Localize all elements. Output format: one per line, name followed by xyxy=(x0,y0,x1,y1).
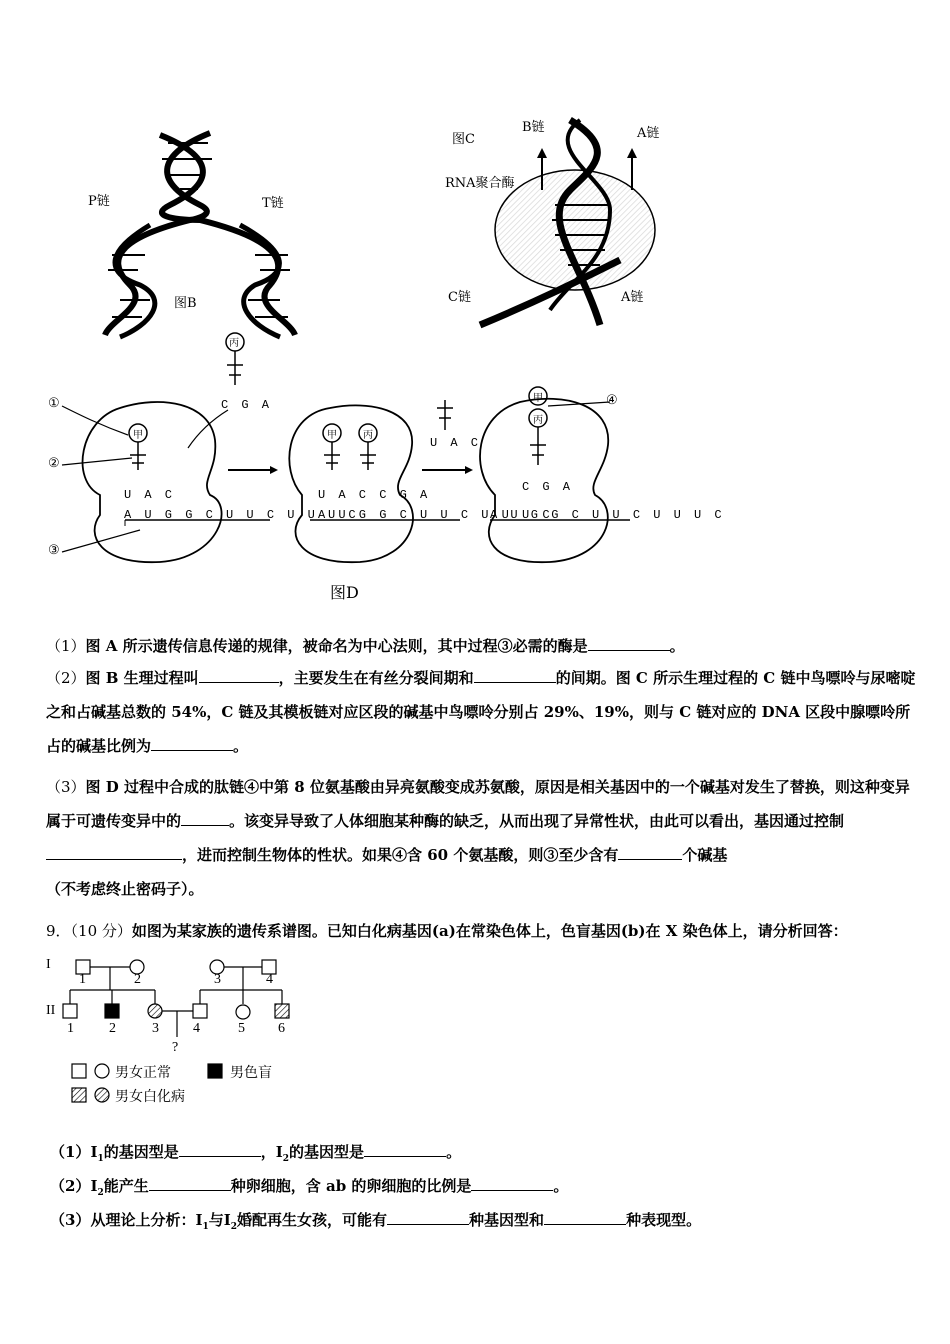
q9-text: 如图为某家族的遗传系谱图。已知白化病基因(a)在常染色体上，色盲基因(b)在 X 染色体上，请分析回答： xyxy=(131,922,848,940)
q8-p3-blank-2[interactable] xyxy=(46,843,182,860)
ped-II5-female xyxy=(236,1005,250,1019)
ped-II2-male-colorblind xyxy=(105,1004,119,1018)
figure-d-mrna-2: A U G G C U U C U U U C xyxy=(318,508,553,522)
figure-d-mrna-3: A U G G C U U C U U U C xyxy=(490,508,725,522)
figure-d-translation xyxy=(40,330,640,580)
figure-d-marker-4: ④ xyxy=(606,393,618,408)
q9-s3-blank-2[interactable] xyxy=(544,1208,626,1225)
q9-s1-a: Ⅰ xyxy=(90,1143,98,1161)
legend-normal-male-icon xyxy=(72,1064,86,1078)
pedigree-chart xyxy=(40,952,320,1062)
q8-part-1 xyxy=(46,629,916,663)
legend-albino-label: 男女白化病 xyxy=(115,1089,185,1105)
q8-p1-text: 图 A 所示遗传信息传递的规律，被命名为中心法则，其中过程③必需的酶是 xyxy=(85,637,588,655)
figure-d-caption: 图D xyxy=(330,583,359,602)
legend-colorblind-male-icon xyxy=(208,1064,222,1078)
figure-d-amino-bing-top: 丙 xyxy=(229,338,239,349)
ped-unknown-child: ? xyxy=(172,1040,179,1055)
figure-c-rna-polymerase-label: RNA聚合酶 xyxy=(445,176,515,191)
legend-colorblind-label: 男色盲 xyxy=(230,1065,272,1081)
q9-s1-blank-1[interactable] xyxy=(179,1140,261,1157)
legend-normal-label: 男女正常 xyxy=(115,1065,171,1081)
q9-s3-a: 从理论上分析：Ⅰ xyxy=(90,1211,203,1229)
figure-d-amino-jia-1: 甲 xyxy=(133,430,143,441)
q8-p2-blank-1[interactable] xyxy=(199,666,279,683)
q9-s2-blank-2[interactable] xyxy=(471,1174,553,1191)
q9-s1-blank-2[interactable] xyxy=(364,1140,446,1157)
figure-c-a-chain-top-label: A链 xyxy=(637,126,660,141)
legend-normal-female-icon xyxy=(95,1064,109,1078)
q9-s2-a: Ⅰ xyxy=(90,1177,98,1195)
ped-II6-male-albino xyxy=(275,1004,289,1018)
ped-gen-I-label: I xyxy=(46,957,51,972)
q9-s1-num: （1） xyxy=(50,1143,91,1161)
figure-d-anticodon-cga-free: C G A xyxy=(221,398,273,412)
figure-b-p-chain-label: P链 xyxy=(88,194,110,209)
q8-p3-e: （不考虑终止密码子）。 xyxy=(46,880,204,898)
q9-s2-sub: 2 xyxy=(97,1188,104,1198)
q9-s2-blank-1[interactable] xyxy=(149,1174,231,1191)
q9-stem xyxy=(46,920,848,941)
q8-p1-blank[interactable] xyxy=(588,634,670,651)
q8-p2-blank-3[interactable] xyxy=(151,734,233,751)
ped-I-num-1: 1 xyxy=(79,972,86,987)
ped-II1-male xyxy=(63,1004,77,1018)
q8-p3-blank-3[interactable] xyxy=(618,843,682,860)
q8-p3-b: 。该变异导致了人体细胞某种酶的缺乏，从而出现了异常性状，由此可以看出，基因通过控制 xyxy=(229,812,845,830)
figure-b-t-chain-label: T链 xyxy=(262,196,284,211)
legend-albino-female-icon xyxy=(95,1088,109,1102)
q9-sub-3 xyxy=(50,1208,701,1232)
figure-d-amino-bing-2: 丙 xyxy=(363,430,373,441)
q9-s1-sub1: 1 xyxy=(97,1154,104,1164)
q9-num: 9． xyxy=(46,922,71,940)
q9-sub-1 xyxy=(50,1140,461,1164)
q9-s2-b: 能产生 xyxy=(103,1177,149,1195)
q8-p3-num: （3） xyxy=(46,778,86,796)
ped-II4-male xyxy=(193,1004,207,1018)
q8-p1-end: 。 xyxy=(669,637,685,655)
figure-d-anticodon-cga-3: C G A xyxy=(522,480,574,494)
figure-d-mrna-1: A U G G C U U C U U U C xyxy=(124,508,359,522)
ped-I-num-2: 2 xyxy=(134,972,141,987)
figure-b-dna-replication xyxy=(90,125,310,345)
figure-d-marker-3: ③ xyxy=(48,543,60,558)
legend-albino-male-icon xyxy=(72,1088,86,1102)
q8-p2-b: ，主要发生在有丝分裂间期和 xyxy=(278,669,474,687)
q9-s3-b: 与Ⅰ xyxy=(208,1211,231,1229)
figure-c-transcription xyxy=(460,110,680,340)
q8-p2-a: 图 B 生理过程叫 xyxy=(85,669,199,687)
q9-s3-num: （3） xyxy=(50,1211,91,1229)
q9-s3-blank-1[interactable] xyxy=(387,1208,469,1225)
q9-s1-sub2: 2 xyxy=(282,1154,290,1164)
ped-gen-II-label: II xyxy=(46,1003,56,1018)
figure-d-marker-2: ② xyxy=(48,456,60,471)
figure-d-marker-1: ① xyxy=(48,396,60,411)
q8-p3-a: 图 D 过程中合成的肽链④中第 8 位氨基酸由异亮氨酸变成苏氨酸，原因是相关基因中的一个碱基对发生了替换，则这种变异属于可遗传变异中的 xyxy=(46,778,910,830)
q9-s3-sub2: 2 xyxy=(230,1222,238,1232)
ped-II-num-6: 6 xyxy=(278,1021,285,1036)
figure-c-caption: 图C xyxy=(452,132,475,147)
figure-d-anticodon-uac-1: U A C xyxy=(124,488,176,502)
ped-I-num-4: 4 xyxy=(266,972,273,987)
ped-II-num-5: 5 xyxy=(238,1021,245,1036)
q8-p3-d: 个碱基 xyxy=(682,846,728,864)
q8-p1-num: （1） xyxy=(46,637,86,655)
figure-c-a-chain-bottom-label: A链 xyxy=(621,290,644,305)
ped-II3-female-albino xyxy=(148,1004,162,1018)
q8-p3-blank-1[interactable] xyxy=(181,809,229,826)
figure-d-anticodon-uac-free: U A C xyxy=(430,436,482,450)
ped-II-num-1: 1 xyxy=(67,1021,74,1036)
q8-p3-c: ，进而控制生物体的性状。如果④含 60 个氨基酸，则③至少含有 xyxy=(182,846,619,864)
q8-p2-end: 。 xyxy=(233,737,249,755)
q9-s2-c: 种卵细胞，含 ab 的卵细胞的比例是 xyxy=(230,1177,472,1195)
q8-part-3 xyxy=(46,770,916,906)
ped-II-num-3: 3 xyxy=(152,1021,159,1036)
figure-c-c-chain-label: C链 xyxy=(448,290,471,305)
q9-s1-end: 。 xyxy=(446,1143,462,1161)
q9-sub-2 xyxy=(50,1174,568,1198)
q9-s1-d: 的基因型是 xyxy=(289,1143,365,1161)
q8-p2-num: （2） xyxy=(46,669,86,687)
figure-c-b-chain-label: B链 xyxy=(522,120,545,135)
figure-d-amino-bing-3: 丙 xyxy=(533,415,543,426)
q8-part-2 xyxy=(46,661,916,763)
figure-d-anticodon-uaccga: U A C C G A xyxy=(318,488,431,502)
q9-s3-e: 种表现型。 xyxy=(626,1211,702,1229)
q8-p2-c: 的间期。图 C 所示生理过程的 C 链中鸟嘌呤与尿嘧啶之和占碱基总数的 54%，C 链及其模板链对应区段的碱基中鸟嘌呤分别占 29%、19%，则与 C 链对应的 DNA 区段中腺嘌呤所占的碱基比例为 xyxy=(46,669,916,755)
figure-d-amino-jia-2: 甲 xyxy=(327,430,337,441)
ped-I-num-3: 3 xyxy=(214,972,221,987)
figure-b-caption: 图B xyxy=(174,296,197,311)
q9-s2-num: （2） xyxy=(50,1177,91,1195)
ped-II-num-2: 2 xyxy=(109,1021,116,1036)
ped-II-num-4: 4 xyxy=(193,1021,200,1036)
q9-s3-c: 婚配再生女孩，可能有 xyxy=(237,1211,388,1229)
q9-score: （10 分） xyxy=(70,922,132,940)
q9-s1-c: ，Ⅰ xyxy=(260,1143,283,1161)
q9-s3-d: 种基因型和 xyxy=(469,1211,545,1229)
q9-s2-end: 。 xyxy=(553,1177,569,1195)
q9-s3-sub1: 1 xyxy=(202,1222,209,1232)
q9-s1-b: 的基因型是 xyxy=(103,1143,179,1161)
figure-d-amino-jia-3: 甲 xyxy=(533,393,543,404)
q8-p2-blank-2[interactable] xyxy=(474,666,556,683)
